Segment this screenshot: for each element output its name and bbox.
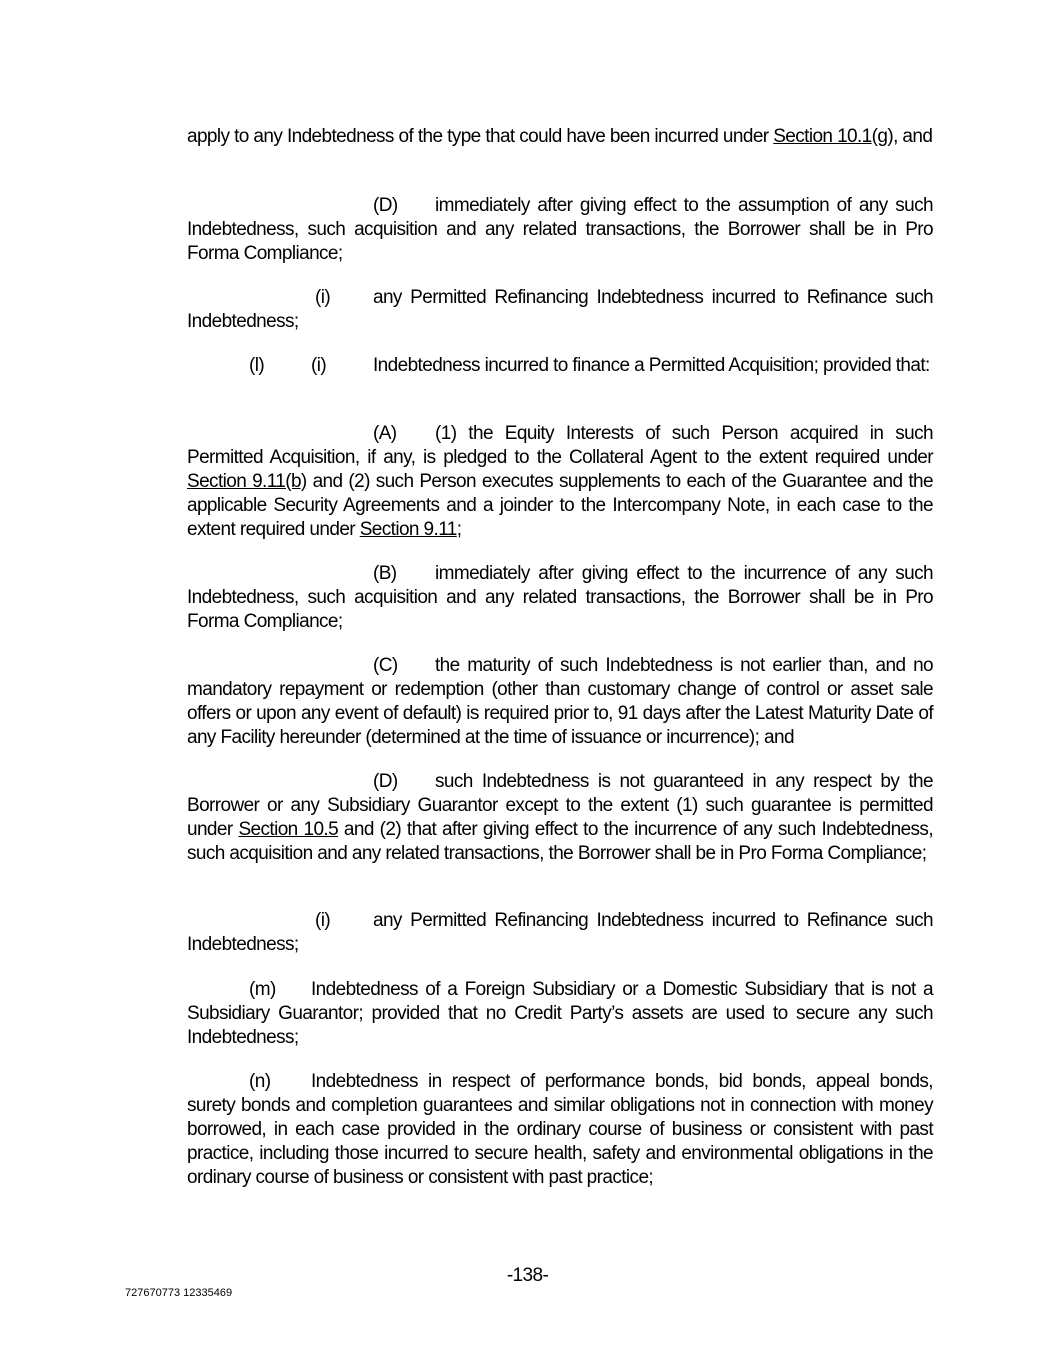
clause-c-maturity: (C) the maturity of such Indebtedness is not earlier than, and no mandatory repayment or redemption (other than customary change of control or asset sale offers or upon any event of default) is required prior to, 91 days after the Latest Maturity Date of any Facility hereunder (determined at the time of issuance or incurrence); and — [187, 655, 933, 748]
clause-label: (C) — [373, 655, 398, 676]
clause-d-guarantee: (D) such Indebtedness is not guaranteed in any respect by the Borrower or any Subsidiary Guarantor except to the extent (1) such guarantee is permitted under Section 10.5 and (2) that after giving effect to the incurrence of any such Indebtedness, such acquisition and any related transactions, the Borrower shall be in Pro Forma Compliance; — [187, 771, 934, 864]
section-9-11-b-link[interactable]: Section 9.11(b) — [187, 471, 307, 492]
page-number: -138- — [506, 1265, 549, 1286]
clause-label: (l) — [249, 355, 265, 376]
paragraph-continuation: apply to any Indebtedness of the type that could have been incurred under Section 10.1(g), and — [187, 126, 933, 147]
clause-label: (m) — [249, 979, 276, 1000]
clause-d-assumption: (D) immediately after giving effect to the assumption of any such Indebtedness, such acquisition and any related transactions, the Borrower shall be in Pro Forma Compliance; — [187, 195, 933, 264]
clause-label: (i) — [315, 287, 331, 308]
document-id: 727670773 12335469 — [125, 1287, 233, 1299]
clause-i-refinancing: (i) any Permitted Refinancing Indebtedness incurred to Refinance such Indebtedness; — [187, 287, 933, 332]
section-10-1-link[interactable]: Section 10.1 — [773, 126, 872, 147]
clause-i-refinancing-2: (i) any Permitted Refinancing Indebtedness incurred to Refinance such Indebtedness; — [187, 910, 933, 955]
section-9-11-link[interactable]: Section 9.11 — [359, 519, 457, 540]
clause-label: (B) — [373, 563, 397, 584]
clause-n-performance-bonds: (n) Indebtedness in respect of performance bonds, bid bonds, appeal bonds, surety bonds and completion guarantees and similar obligations not in connection with money borrowed, in each case provided in the ordinary course of business or consistent with past practice, including those incurred to secure health, safety and environmental obligations in the ordinary course of business or consistent with past practice; — [187, 1071, 933, 1188]
clause-a-equity-interests: (A) (1) the Equity Interests of such Person acquired in such Permitted Acquisition, if any, is pledged to the Collateral Agent to the extent required under Section 9.11(b) and (2) such Person executes supplements to each of the Guarantee and the applicable Security Agreements and a joinder to the Intercompany Note, in each case to the extent required under Section 9.11; — [187, 423, 933, 540]
section-10-5-link[interactable]: Section 10.5 — [238, 819, 339, 840]
clause-label: (A) — [373, 423, 397, 444]
clause-label: (D) — [373, 195, 398, 216]
subclause-label: (i) — [311, 355, 327, 376]
clause-m-foreign-subsidiary: (m) Indebtedness of a Foreign Subsidiary or a Domestic Subsidiary that is not a Subsidiary Guarantor; provided that no Credit Party’s assets are used to secure any such Indebtedness; — [187, 979, 933, 1048]
clause-l-permitted-acquisition: (l) (i) Indebtedness incurred to finance a Permitted Acquisition; provided that: — [249, 355, 930, 376]
clause-label: (i) — [315, 910, 331, 931]
clause-b-incurrence: (B) immediately after giving effect to the incurrence of any such Indebtedness, such acquisition and any related transactions, the Borrower shall be in Pro Forma Compliance; — [187, 563, 933, 632]
clause-label: (D) — [373, 771, 398, 792]
clause-label: (n) — [249, 1071, 271, 1092]
